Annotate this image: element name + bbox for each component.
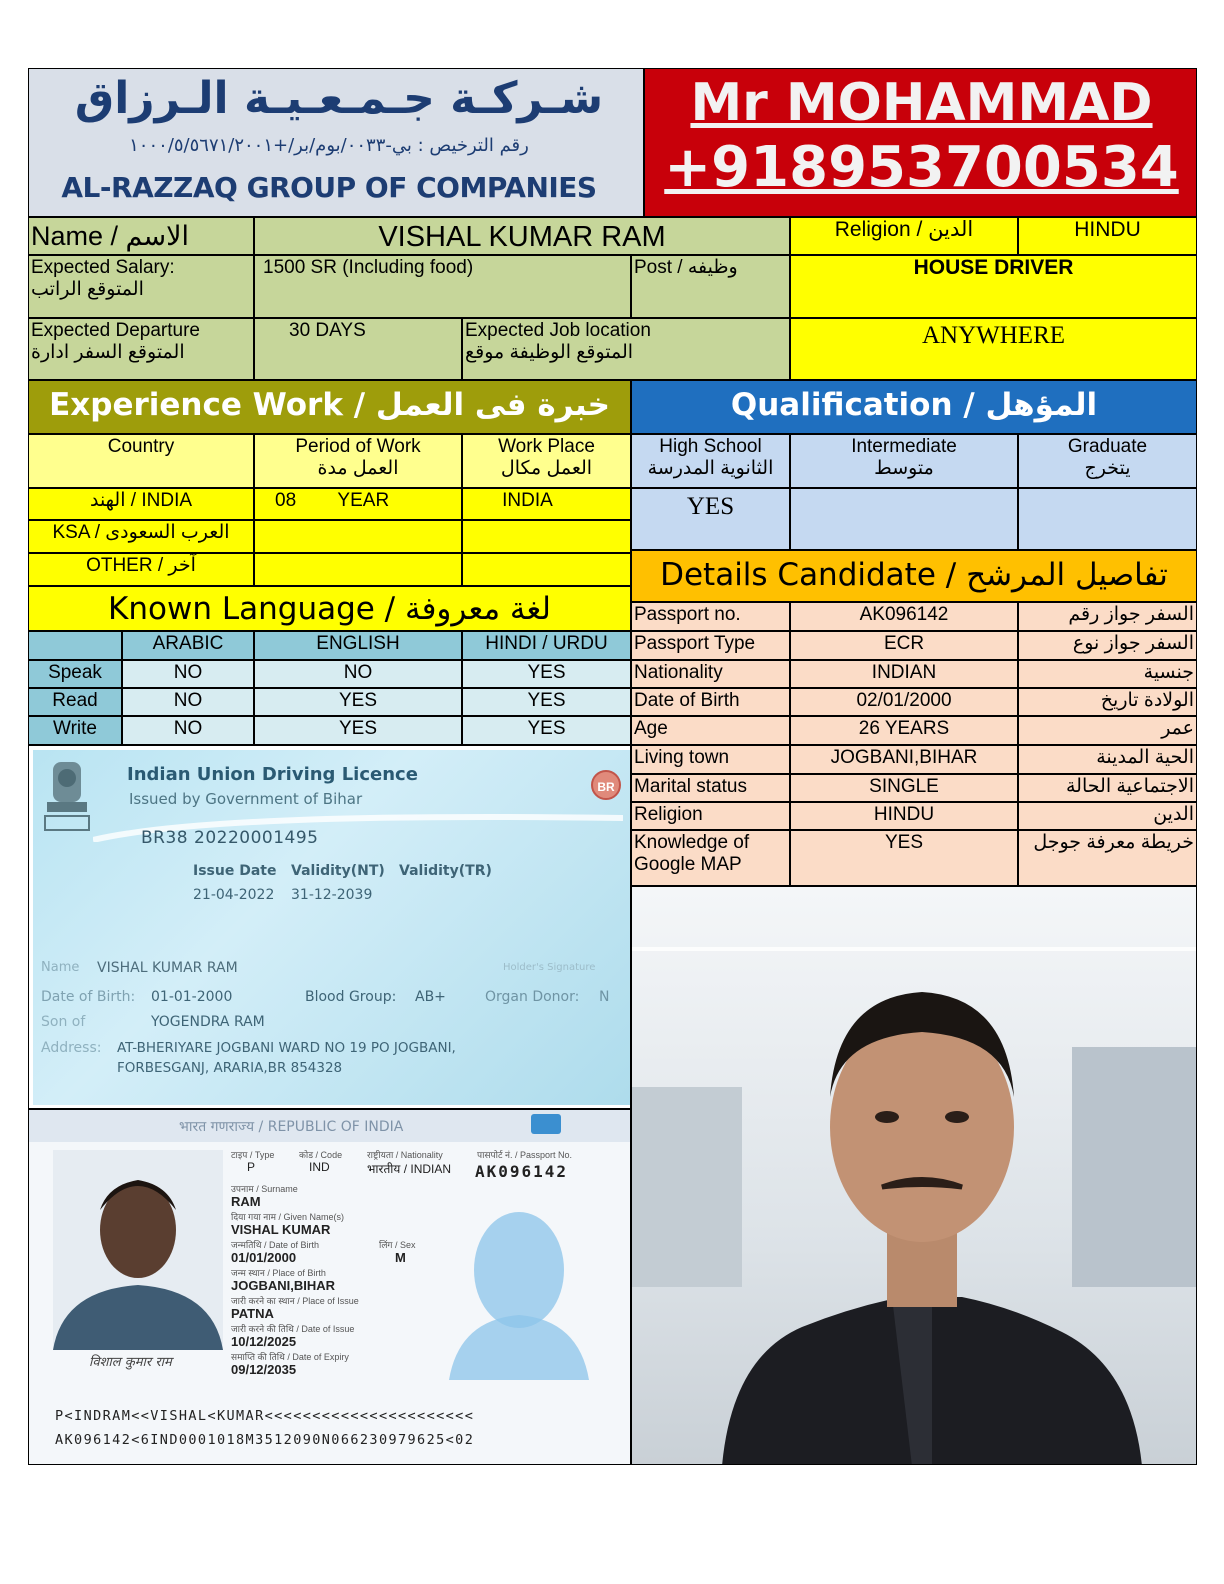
exp-country-india: الهند / INDIA — [28, 488, 254, 520]
licence-name: VISHAL KUMAR RAM — [97, 960, 238, 976]
licence-card — [33, 750, 630, 1105]
job-location-label-ar: المتوقع الوظيفة موقع — [465, 342, 634, 363]
departure-label-en: Expected Departure — [31, 320, 200, 341]
post-value: HOUSE DRIVER — [790, 255, 1197, 318]
lang-row-label: Read — [28, 688, 122, 716]
exp-header-period — [254, 434, 462, 488]
exp-country-ksa: KSA / العرب السعودى — [28, 520, 254, 553]
exp-place-ksa — [462, 520, 631, 553]
passport-dob-label: जन्मतिथि / Date of Birth — [231, 1240, 319, 1250]
licence-title: Indian Union Driving Licence — [127, 764, 418, 785]
exp-header-place-ar: العمل مكال — [500, 458, 593, 479]
passport-nationality-label: राष्ट्रीयता / Nationality — [367, 1150, 443, 1160]
name-label: Name / الاسم — [28, 217, 254, 255]
job-location-value: ANYWHERE — [790, 318, 1197, 380]
candidate-field-label: Date of Birth — [631, 688, 790, 716]
lang-header-hindi: HINDI / URDU — [462, 631, 631, 660]
licence-address-2: FORBESGANJ, ARARIA,BR 854328 — [117, 1060, 343, 1076]
candidate-field-label: Passport Type — [631, 631, 790, 660]
candidate-field-label-ar: الاجتماعية الحالة — [1018, 774, 1197, 802]
qual-header-intermediate-en: Intermediate — [851, 436, 957, 457]
passport-dob: 01/01/2000 — [231, 1250, 297, 1265]
passport-sex-label: लिंग / Sex — [379, 1240, 416, 1250]
licence-issue-label: Issue Date — [193, 863, 277, 879]
departure-value: 30 DAYS — [254, 318, 462, 380]
passport-surname-label: उपनाम / Surname — [231, 1184, 298, 1194]
candidate-field-label: Nationality — [631, 660, 790, 688]
candidate-field-value: AK096142 — [790, 602, 1018, 631]
qual-header-intermediate — [790, 434, 1018, 488]
religion-value: HINDU — [1018, 217, 1197, 255]
candidate-field-label: Age — [631, 716, 790, 745]
lang-cell: NO — [122, 660, 254, 688]
passport-doe: 09/12/2035 — [231, 1362, 297, 1377]
passport-type: P — [247, 1160, 256, 1174]
licence-name-label: Name — [41, 960, 80, 975]
exp-period-other — [254, 553, 462, 586]
lang-header-english: ENGLISH — [254, 631, 462, 660]
qual-header-highschool — [631, 434, 790, 488]
candidate-field-label: Religion — [631, 802, 790, 830]
passport-type-label: टाइप / Type — [231, 1150, 275, 1160]
passport-sex: M — [395, 1250, 406, 1265]
candidate-field-label: Living town — [631, 745, 790, 774]
candidate-field-value: HINDU — [790, 802, 1018, 830]
license-number-arabic: رقم الترخيص : بي-٠٠٣٣/بوم/بر/+١٠٠٠/٥/٥٦٧١/٢٠٠١ — [129, 135, 529, 156]
qual-value-highschool: YES — [631, 488, 790, 550]
passport-image — [28, 1109, 631, 1465]
qual-header-graduate — [1018, 434, 1197, 488]
candidate-field-label-ar: السفر جواز رقم — [1018, 602, 1197, 631]
passport-pob-label: जन्म स्थान / Place of Birth — [231, 1268, 326, 1278]
qualification-title: Qualification / المؤهل — [631, 380, 1197, 434]
lang-cell: YES — [462, 660, 631, 688]
licence-holder-label: Holder's Signature — [503, 962, 596, 973]
lang-cell: YES — [254, 716, 462, 745]
licence-state-badge: BR — [591, 770, 621, 800]
licence-blood: AB+ — [415, 989, 446, 1005]
licence-address-label: Address: — [41, 1040, 102, 1056]
licence-son-label: Son of — [41, 1014, 86, 1030]
religion-label: Religion / الدين — [790, 217, 1018, 255]
qual-header-intermediate-ar: متوسط — [874, 458, 934, 479]
salary-label — [28, 255, 254, 318]
licence-nt-date: 31-12-2039 — [291, 887, 373, 903]
passport-photo — [53, 1150, 223, 1350]
lang-cell: YES — [462, 688, 631, 716]
contact-name: Mr MOHAMMAD — [690, 73, 1153, 133]
lang-cell: YES — [462, 716, 631, 745]
candidate-field-label-ar: الولادة تاريخ — [1018, 688, 1197, 716]
candidate-field-label-ar: الدين — [1018, 802, 1197, 830]
passport-ghost-photo — [449, 1190, 589, 1380]
contact-phone[interactable]: +918953700534 — [664, 135, 1179, 200]
licence-number: BR38 20220001495 — [141, 828, 319, 848]
departure-label — [28, 318, 254, 380]
contact-banner — [644, 68, 1197, 217]
job-location-label-en: Expected Job location — [465, 320, 651, 341]
candidate-field-value: 02/01/2000 — [790, 688, 1018, 716]
candidate-field-label-ar: الحية المدينة — [1018, 745, 1197, 774]
passport-doi: 10/12/2025 — [231, 1334, 297, 1349]
exp-header-place-en: Work Place — [498, 436, 595, 457]
qual-header-highschool-ar: الثانوية المدرسة — [647, 458, 774, 479]
licence-tr-label: Validity(TR) — [399, 863, 492, 879]
company-name-arabic: شـركـة جـمـعـيـة الـرزاق — [74, 73, 604, 124]
licence-issue-date: 21-04-2022 — [193, 887, 275, 903]
language-title: Known Language / لغة معروفة — [28, 586, 631, 631]
exp-header-country — [28, 434, 254, 488]
licence-organ: N — [599, 989, 610, 1005]
qual-header-graduate-ar: يتخرج — [1084, 458, 1131, 479]
passport-given: VISHAL KUMAR — [231, 1222, 331, 1237]
exp-header-place — [462, 434, 631, 488]
lang-header-arabic: ARABIC — [122, 631, 254, 660]
driving-licence-image — [28, 745, 631, 1109]
company-name-english: AL-RAZZAQ GROUP OF COMPANIES — [61, 171, 597, 204]
candidate-photo — [631, 886, 1197, 1465]
licence-nt-label: Validity(NT) — [291, 863, 385, 879]
licence-issuer: Issued by Government of Bihar — [129, 790, 363, 808]
candidate-field-value: 26 YEARS — [790, 716, 1018, 745]
qual-header-highschool-en: High School — [659, 436, 762, 457]
exp-place-india: INDIA — [462, 488, 631, 520]
passport-code-label: कोड / Code — [299, 1150, 343, 1160]
passport-signature: विशाल कुमार राम — [89, 1355, 172, 1370]
passport-mrz-line-2: AK096142<6IND0001018M3512090N066230979625<02 — [55, 1432, 475, 1448]
licence-address-1: AT-BHERIYARE JOGBANI WARD NO 19 PO JOGBANI, — [117, 1040, 456, 1056]
exp-period-unit: YEAR — [337, 490, 390, 511]
licence-dob: 01-01-2000 — [151, 989, 233, 1005]
salary-label-ar: المتوقع الراتب — [31, 279, 144, 300]
licence-son: YOGENDRA RAM — [151, 1014, 265, 1030]
passport-logo-icon — [531, 1114, 561, 1134]
lang-cell: NO — [122, 688, 254, 716]
licence-dob-label: Date of Birth: — [41, 989, 136, 1005]
candidate-field-label: Knowledge of Google MAP — [631, 830, 790, 886]
job-location-label — [462, 318, 790, 380]
exp-header-period-en: Period of Work — [295, 436, 421, 457]
experience-title: Experience Work / خبرة فى العمل — [28, 380, 631, 434]
qual-value-graduate — [1018, 488, 1197, 550]
candidate-field-value: INDIAN — [790, 660, 1018, 688]
candidate-photo-illustration — [632, 887, 1197, 1465]
passport-code: IND — [309, 1160, 330, 1174]
passport-poi-label: जारी करने का स्थान / Place of Issue — [231, 1296, 359, 1306]
salary-value: 1500 SR (Including food) — [254, 255, 631, 318]
exp-period-ksa — [254, 520, 462, 553]
passport-poi: PATNA — [231, 1306, 274, 1321]
passport-doe-label: समाप्ति की तिथि / Date of Expiry — [231, 1352, 349, 1362]
candidate-field-value: YES — [790, 830, 1018, 886]
passport-no: AK096142 — [475, 1162, 569, 1181]
candidate-field-label-ar: خريطة معرفة جوجل — [1018, 830, 1197, 886]
candidate-field-label-ar: السفر جواز نوع — [1018, 631, 1197, 660]
passport-doi-label: जारी करने की तिथि / Date of Issue — [231, 1324, 355, 1334]
exp-header-period-ar: العمل مدة — [317, 458, 399, 479]
name-value: VISHAL KUMAR RAM — [254, 217, 790, 255]
exp-place-other — [462, 553, 631, 586]
qual-header-graduate-en: Graduate — [1067, 436, 1148, 457]
candidate-field-label-ar: عمر — [1018, 716, 1197, 745]
company-logo-panel — [28, 68, 644, 217]
qual-value-intermediate — [790, 488, 1018, 550]
salary-label-en: Expected Salary: — [31, 257, 175, 278]
lang-cell: NO — [122, 716, 254, 745]
passport-nationality: भारतीय / INDIAN — [367, 1162, 452, 1176]
candidate-title: Details Candidate / تفاصيل المرشح — [631, 550, 1197, 602]
lang-cell: NO — [254, 660, 462, 688]
post-label: Post / وظيفه — [631, 255, 790, 318]
passport-pob: JOGBANI,BIHAR — [231, 1278, 336, 1293]
licence-organ-label: Organ Donor: — [485, 989, 580, 1005]
licence-blood-label: Blood Group: — [305, 989, 397, 1005]
passport-given-label: दिया गया नाम / Given Name(s) — [231, 1212, 345, 1222]
exp-period-india — [254, 488, 462, 520]
exp-header-country-en: Country — [107, 436, 175, 457]
candidate-field-label-ar: جنسية — [1018, 660, 1197, 688]
lang-cell: YES — [254, 688, 462, 716]
lang-header-blank — [28, 631, 122, 660]
passport-header: भारत गणराज्य / REPUBLIC OF INDIA — [179, 1119, 404, 1135]
candidate-field-value: JOGBANI,BIHAR — [790, 745, 1018, 774]
lang-row-label: Write — [28, 716, 122, 745]
candidate-field-value: SINGLE — [790, 774, 1018, 802]
departure-label-ar: المتوقع السفر ادارة — [31, 342, 185, 363]
exp-country-other: OTHER / آخر — [28, 553, 254, 586]
passport-no-label: पासपोर्ट नं. / Passport No. — [477, 1150, 573, 1160]
candidate-field-label: Passport no. — [631, 602, 790, 631]
candidate-field-value: ECR — [790, 631, 1018, 660]
emblem-icon — [39, 758, 95, 836]
candidate-field-label: Marital status — [631, 774, 790, 802]
lang-row-label: Speak — [28, 660, 122, 688]
exp-period-value: 08 — [275, 490, 297, 511]
passport-mrz-line-1: P<INDRAM<<VISHAL<KUMAR<<<<<<<<<<<<<<<<<<<<<< — [55, 1408, 475, 1424]
passport-surname: RAM — [231, 1194, 261, 1209]
